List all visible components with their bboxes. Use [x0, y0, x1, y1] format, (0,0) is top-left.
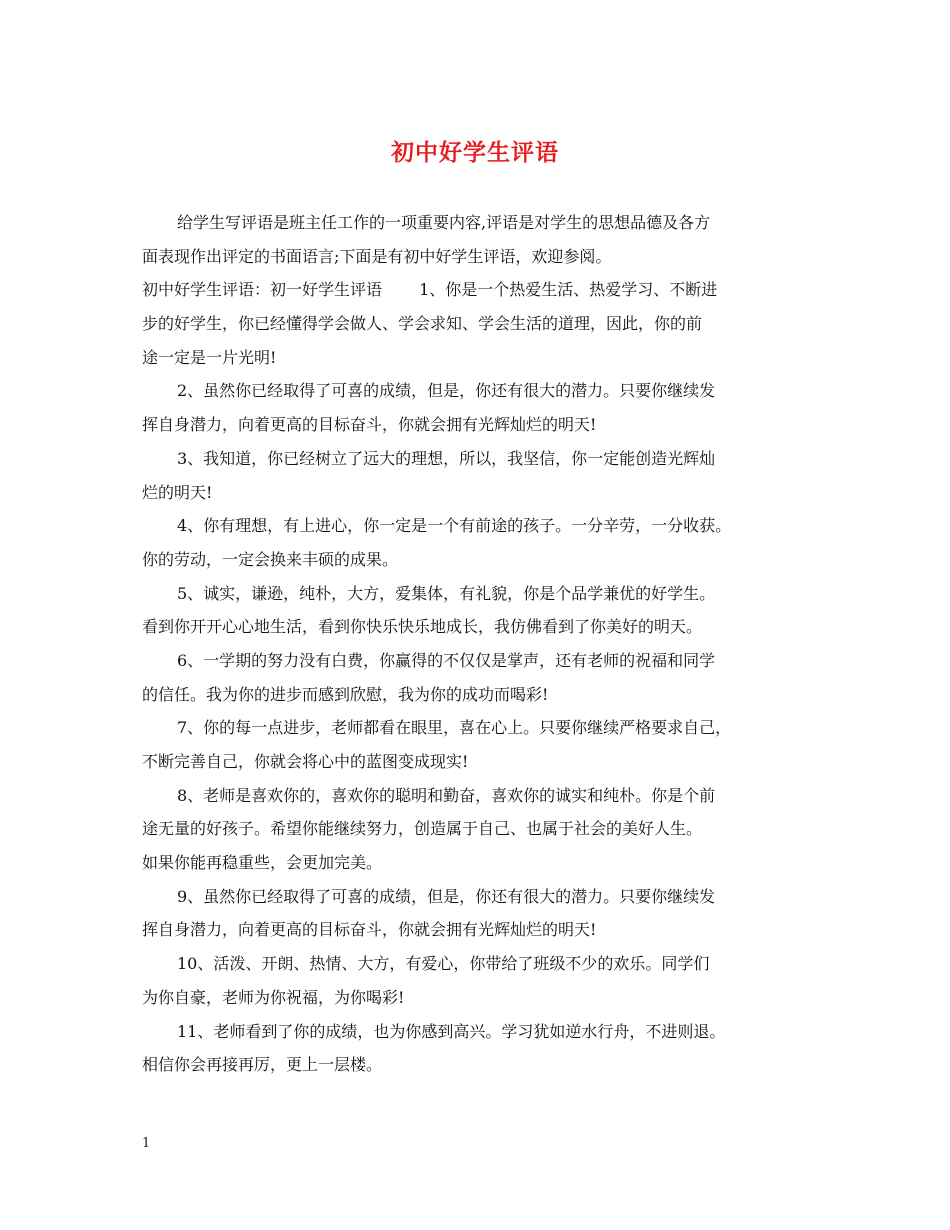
body-line: 5、诚实，谦逊，纯朴，大方，爱集体，有礼貌，你是个品学兼优的好学生。 [177, 583, 716, 603]
body-line: 为你自豪，老师为你祝福，为你喝彩! [142, 987, 405, 1007]
body-line: 途无量的好孩子。希望你能继续努力，创造属于自己、也属于社会的美好人生。 [142, 819, 703, 839]
body-line: 挥自身潜力，向着更高的目标奋斗，你就会拥有光辉灿烂的明天! [142, 415, 597, 435]
body-line: 不断完善自己，你就会将心中的蓝图变成现实! [142, 752, 469, 771]
body-line: 挥自身潜力，向着更高的目标奋斗，你就会拥有光辉灿烂的明天! [142, 920, 597, 940]
body-line: 相信你会再接再厉，更上一层楼。 [142, 1055, 383, 1075]
body-line: 3、我知道，你已经树立了远大的理想，所以，我坚信，你一定能创造光辉灿 [177, 448, 716, 468]
document-title: 初中好学生评语 [391, 139, 559, 166]
body-line: 看到你开开心心地生活，看到你快乐快乐地成长，我仿佛看到了你美好的明天。 [142, 617, 703, 637]
body-line: 你的劳动，一定会换来丰硕的成果。 [142, 549, 399, 569]
body-line: 如果你能再稳重些，会更加完美。 [142, 853, 383, 873]
body-line: 给学生写评语是班主任工作的一项重要内容,评语是对学生的思想品德及各方 [177, 213, 711, 232]
body-line: 9、虽然你已经取得了可喜的成绩，但是，你还有很大的潜力。只要你继续发 [177, 886, 716, 906]
body-line: 2、虽然你已经取得了可喜的成绩，但是，你还有很大的潜力。只要你继续发 [177, 381, 716, 401]
body-line: 7、你的每一点进步，老师都看在眼里，喜在心上。只要你继续严格要求自己， [177, 718, 732, 738]
body-line: 6、一学期的努力没有白费，你赢得的不仅仅是掌声，还有老师的祝福和同学 [177, 650, 716, 670]
body-line: 10、活泼、开朗、热情、大方，有爱心，你带给了班级不少的欢乐。同学们 [177, 954, 710, 974]
page-number: 1 [142, 1136, 151, 1151]
document-body [142, 206, 814, 1082]
body-line: 11、老师看到了你的成绩，也为你感到高兴。学习犹如逆水行舟，不进则退。 [177, 1021, 726, 1041]
body-line: 烂的明天! [142, 482, 213, 502]
body-line: 面表现作出评定的书面语言;下面是有初中好学生评语，欢迎参阅。 [142, 246, 612, 266]
body-line: 初中好学生评语：初一好学生评语 1、你是一个热爱生活、热爱学习、不断进 [142, 280, 718, 300]
body-line: 途一定是一片光明! [142, 347, 277, 367]
body-line: 的信任。我为你的进步而感到欣慰，我为你的成功而喝彩! [142, 684, 549, 704]
body-line: 步的好学生，你已经懂得学会做人、学会求知、学会生活的道理，因此，你的前 [142, 314, 703, 334]
body-line: 8、老师是喜欢你的，喜欢你的聪明和勤奋，喜欢你的诚实和纯朴。你是个前 [177, 785, 716, 805]
body-line: 4、你有理想，有上进心，你一定是一个有前途的孩子。一分辛劳，一分收获。 [177, 516, 732, 536]
